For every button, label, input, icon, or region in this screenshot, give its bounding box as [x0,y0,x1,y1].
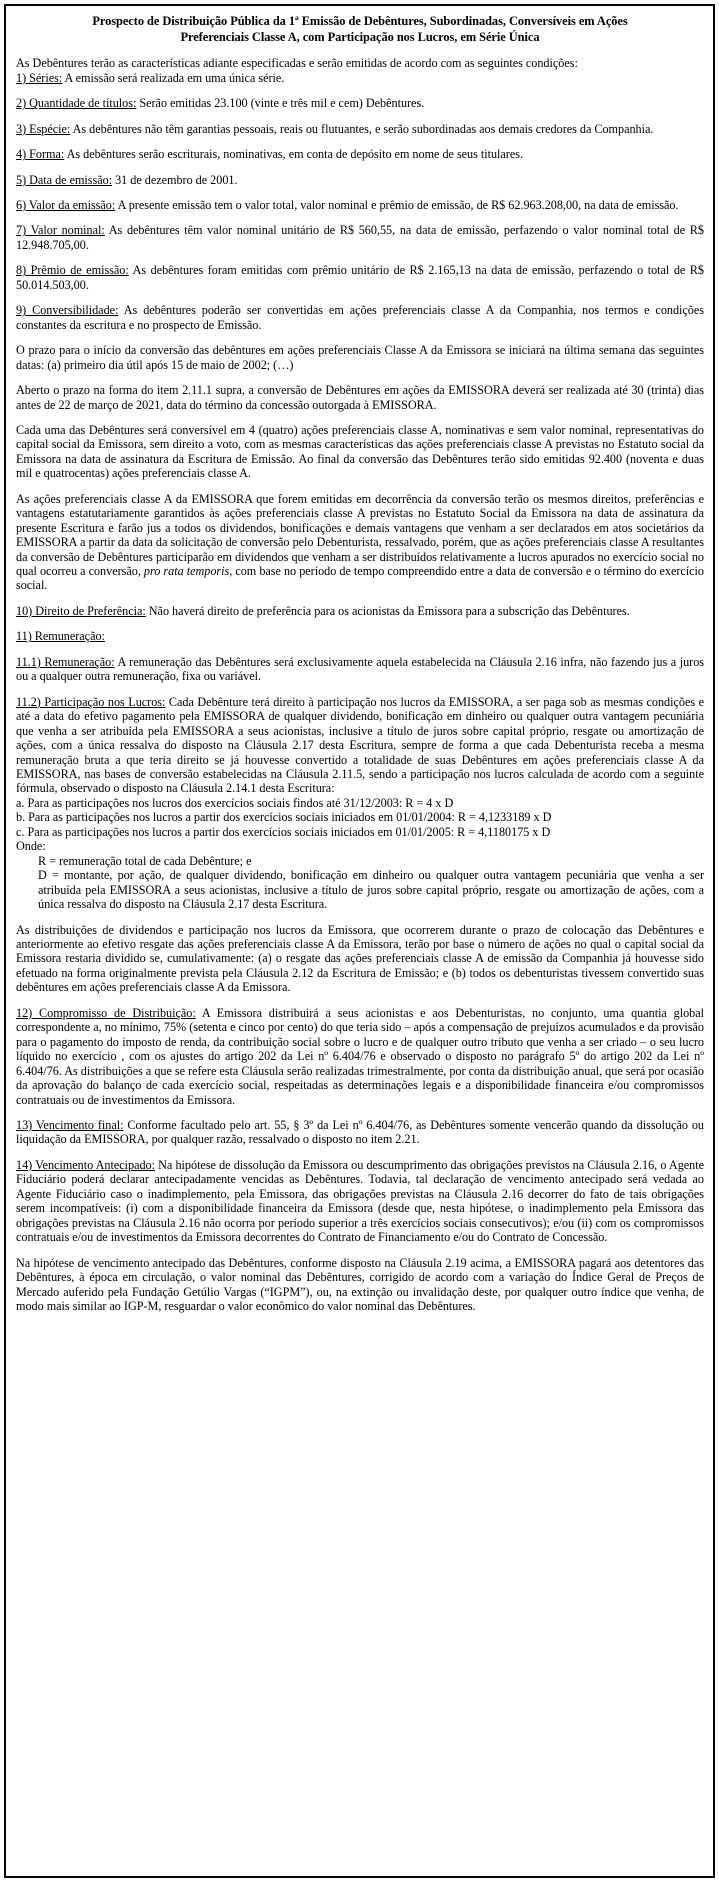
item-13-vencimento-final [16,1118,704,1147]
document-border-frame [4,4,715,1878]
spacer [16,45,704,56]
item-10-heading: 10) Direito de Preferência: [16,603,146,618]
formula-item-b: b. Para as participações nos lucros a partir dos exercícios sociais iniciados em 01/01/2004: R = 4,1233189 x D [16,810,552,825]
item-9-body: As debêntures poderão ser convertidas em ações preferenciais classe A da Companhia, nos termos e condições constantes da escritura e no prospecto de Emissão. [16,303,704,332]
item-8-body: As debêntures foram emitidas com prêmio unitário de R$ 2.165,13 na data de emissão, perfazendo o total de R$ 50.014.503,00. [16,263,704,292]
item-3-heading: 3) Espécie: [16,121,71,136]
spacer [16,292,704,303]
paragraph-distribuicoes-dividendos: As distribuições de dividendos e participação nos lucros da Emissora, que ocorrerem durante o prazo de colocação das Debêntures e anteriormente ao efetivo resgate das ações preferenciais classe A da Emissora, terão por base o número de ações no qual o capital social da Emissora restaria dividido se, cumulativamente: (a) o resgate das ações preferenciais classe A de emissão da Companhia já houvesse sido efetuado na forma originalmente prevista pela Cláusula 2.12 da Escritura de Emissão; e (b) todos os debenturistas tivessem convertido suas debêntures em ações preferenciais classe A da Emissora. [16,922,704,995]
item-5-data-de-emissao [16,173,704,187]
spacer [16,995,704,1006]
spacer [16,252,704,263]
paragraph-aberto-prazo: Aberto o prazo na forma do item 2.11.1 supra, a conversão de Debêntures em ações da EMISSORA deverá ser realizada até 30 (trinta) dias antes de 22 de março de 2021, data do término da concessão outorgada à EMISSORA. [16,383,704,412]
item-11-1-heading: 11.1) Remuneração: [16,654,115,669]
spacer [16,912,704,923]
spacer [16,1107,704,1118]
item-14-vencimento-antecipado [16,1158,704,1245]
spacer [16,1147,704,1158]
item-14-body: Na hipótese de dissolução da Emissora ou descumprimento das obrigações previstos na Cláusula 2.16, o Agente Fiduciário poderá declarar antecipadamente vencidas as Debêntures. Todavia, tal declaração de vencimento antecipado será vedada ao Agente Fiduciário caso o inadimplemento, pela Emissora, das obrigações previstas na Cláusula 2.16 decorrer do fato de tais obrigações serem incompatíveis: (i) com a disponibilidade financeira da Emissora (desde que, nesta hipótese, o inadimplemento pela Emissora das obrigações previstas na Cláusula 2.16 não ocorra por período superior a três exercícios sociais consecutivos); e/ou (ii) com os compromissos contratuais e/ou de investimentos da Emissora decorrentes do Contrato de Financiamento e/ou do Contrato de Concessão. [16,1157,705,1245]
paragraph-cada-debenture-conversivel: Cada uma das Debêntures será conversível em 4 (quatro) ações preferenciais classe A, nominativas e sem valor nominal, representativas do capital social da Emissora, sem direito a voto, com as mesmas características das ações preferenciais classe A previstas no Estatuto social da Emissora na data de assinatura da Escritura de Emissão. Ao final da conversão das Debêntures terão sido emitidas 92.400 (noventa e duas mil e quatrocentas) ações preferenciais classe A. [16,422,704,481]
item-11-1-body: A remuneração das Debêntures será exclusivamente aquela estabelecida na Cláusula 2.16 infra, não fazendo jus a juros ou a qualquer outra remuneração, fixa ou variável. [16,654,704,684]
item-12-body: A Emissora distribuirá a seus acionistas e aos Debenturistas, no conjunto, uma quantia global correspondente a, no mínimo, 75% (setenta e cinco por cento) do que teria sido – após a compensação de prejuízos acumulados e da provisão para o pagamento do imposto de renda, da contribuição social sobre o lucro e de qualquer outro tributo que venha a ser criado – o seu lucro líquido no exercício , com os ajustes do artigo 202 da Lei nº 6.404/76 e observado o disposto no parágrafo 5º do artigo 202 da Lei nº 6.404/76. As distribuições a que se refere esta Cláusula serão realizadas trimestralmente, por conta da distribuição anual, que será por ocasião da aprovação do balanço de cada exercício social, respeitadas as determinações legais e a disponibilidade financeira e/ou compromissos contratuais ou de investimentos da Emissora. [16,1005,704,1107]
paragraph-hipotese-vencimento-antecipado: Na hipótese de vencimento antecipado das Debêntures, conforme disposto na Cláusula 2.19 acima, a EMISSORA pagará aos detentores das Debêntures, à época em circulação, o valor nominal das Debêntures, corrigido de acordo com a variação do Índice Geral de Preços de Mercado auferido pela Fundação Getúlio Vargas (“IGPM”), ou, na extinção ou invalidação deste, por qualquer outro índice que venha, de modo mais similar ao IGP-M, resguardar o valor econômico do valor nominal das Debêntures. [16,1255,704,1313]
document-title [30,13,690,45]
item-11-2-body: Cada Debênture terá direito à participação nos lucros da EMISSORA, a ser paga sob as mesmas condições e até a data do efetivo pagamento pela EMISSORA de qualquer dividendo, bonificação em dinheiro ou qualquer outra vantagem pecuniária que venha a ser atribuída pela EMISSORA a seus acionistas, inclusive a título de juros sobre capital próprio, resgate ou amortização de ações, com a única ressalva do disposto na Cláusula 2.17 desta Escritura, sempre de forma a que cada Debenturista receba a mesma remuneração bruta a que teria direito se já houvesse convertido a totalidade de suas Debêntures em ações preferenciais classe A da EMISSORA, nas bases de conversão estabelecidas na Cláusula 2.11.5, sendo a participação nos lucros calculada de acordo com a seguinte fórmula, observado o disposto na Cláusula 2.14.1 desta Escritura: [16,694,704,796]
item-2-body: Serão emitidas 23.100 (vinte e três mil e cem) Debêntures. [136,96,425,111]
item-7-body: As debêntures têm valor nominal unitário de R$ 560,55, na data de emissão, perfazendo o valor nominal total de R$ 12.948.705,00. [16,223,704,252]
item-9-heading: 9) Conversibilidade: [16,303,119,318]
intro-paragraph: As Debêntures terão as características adiante especificadas e serão emitidas de acordo com as seguintes condições: [16,56,578,71]
item-11-2-participacao-nos-lucros [16,695,704,796]
item-11-remuneracao [16,629,704,643]
item-10-body: Não haverá direito de preferência para os acionistas da Emissora para a subscrição das Debêntures. [145,603,630,618]
spacer [16,481,704,492]
item-1-body: A emissão será realizada em uma única série. [62,70,285,85]
formula-definition-d: D = montante, por ação, de qualquer dividendo, bonificação em dinheiro ou qualquer outra vantagem pecuniária que venha a ser atribuída pela EMISSORA a seus acionistas, inclusive a título de juros sobre capital próprio, resgate ou amortização de ações, com a única ressalva do disposto na Cláusula 2.17 desta Escritura. [38,868,704,912]
item-7-valor-nominal [16,223,704,252]
item-4-body: As debêntures serão escriturais, nominativas, em conta de depósito em nome de seus titulares. [64,147,523,162]
item-13-heading: 13) Vencimento final: [16,1117,124,1132]
spacer [16,332,704,343]
item-1-series [16,71,704,85]
spacer [16,111,704,122]
spacer [16,85,704,96]
document-title-line-2: Preferenciais Classe A, com Participação nos Lucros, em Série Única [180,30,540,45]
item-1-heading: 1) Séries: [16,70,63,85]
spacer [16,136,704,147]
paragraph-acoes-preferenciais-direitos [16,492,704,593]
item-7-heading: 7) Valor nominal: [16,223,105,238]
spacer [16,593,704,604]
item-10-direito-de-preferencia [16,604,704,618]
spacer [16,684,704,695]
item-12-compromisso-de-distribuicao [16,1006,704,1107]
item-13-body: Conforme facultado pelo art. 55, § 3º da Lei nº 6.404/76, as Debêntures somente vencerão quando da dissolução ou liquidação da EMISSORA, por qualquer razão, ressalvado o disposto no item 2.21. [16,1117,704,1147]
item-4-heading: 4) Forma: [16,147,65,162]
item-8-premio-de-emissao [16,263,704,292]
item-8-heading: 8) Prêmio de emissão: [16,263,129,278]
item-4-forma [16,147,704,161]
document-title-line-1: Prospecto de Distribuição Pública da 1ª Emissão de Debêntures, Subordinadas, Conversíveis em Ações [92,14,628,28]
spacer [16,187,704,198]
item-2-quantidade-de-titulos [16,96,704,110]
spacer [16,618,704,629]
item-11-2-heading: 11.2) Participação nos Lucros: [16,694,166,709]
item-12-heading: 12) Compromisso de Distribuição: [16,1005,196,1020]
paragraph-acoes-italic-term: pro rata temporis [143,564,230,579]
item-5-body: 31 de dezembro de 2001. [112,172,238,187]
item-5-heading: 5) Data de emissão: [16,172,113,187]
item-6-heading: 6) Valor da emissão: [16,197,116,212]
formula-definition-r: R = remuneração total de cada Debênture; e [38,853,252,868]
spacer [16,372,704,383]
spacer [16,644,704,655]
formula-onde-label: Onde: [16,839,46,854]
paragraph-prazo-inicio-conversao: O prazo para o início da conversão das debêntures em ações preferenciais Classe A da Emissora se iniciará na última semana das seguintes datas: (a) primeiro dia útil após 15 de maio de 2002; (…) [16,343,704,372]
item-3-especie [16,122,704,136]
item-11-heading: 11) Remuneração: [16,629,105,644]
item-3-body: As debêntures não têm garantias pessoais, reais ou flutuantes, e serão subordinadas aos demais credores da Companhia. [70,121,654,136]
item-2-heading: 2) Quantidade de títulos: [16,96,137,111]
item-11-1-remuneracao [16,655,704,684]
formula-item-c: c. Para as participações nos lucros a partir dos exercícios sociais iniciados em 01/01/2005: R = 4,1180175 x D [16,824,551,839]
item-6-body: A presente emissão tem o valor total, valor nominal e prêmio de emissão, de R$ 62.963.208,00, na data de emissão. [115,197,679,212]
item-9-conversibilidade [16,303,704,332]
formula-item-a: a. Para as participações nos lucros dos exercícios sociais findos até 31/12/2003: R = 4 x D [16,795,454,810]
spacer [16,212,704,223]
item-6-valor-da-emissao [16,198,704,212]
spacer [16,1245,704,1256]
spacer [16,162,704,173]
paragraph-acoes-part-1: As ações preferenciais classe A da EMISSORA que forem emitidas em decorrência da conversão terão os mesmos direitos, preferências e vantagens estatutariamente garantidos às ações preferenciais classe A previstas no Estatuto Social da Emissora na data de assinatura da presente Escritura e farão jus a todos os dividendos, bonificações e demais vantagens que venham a ser declarados em atos societários da EMISSORA a partir da data da solicitação de conversão pelo Debenturista, ressalvado, porém, que as ações preferenciais classe A resultantes da conversão de Debêntures participarão em dividendos que venham a ser distribuídos relativamente a lucros apurados no exercício social no qual ocorreu a conversão, [16,491,704,579]
item-14-heading: 14) Vencimento Antecipado: [16,1157,155,1172]
spacer [16,412,704,423]
paragraph-acoes-part-2: , com base no período de tempo compreendido entre a data de conversão e o término do exercício social. [16,564,704,593]
